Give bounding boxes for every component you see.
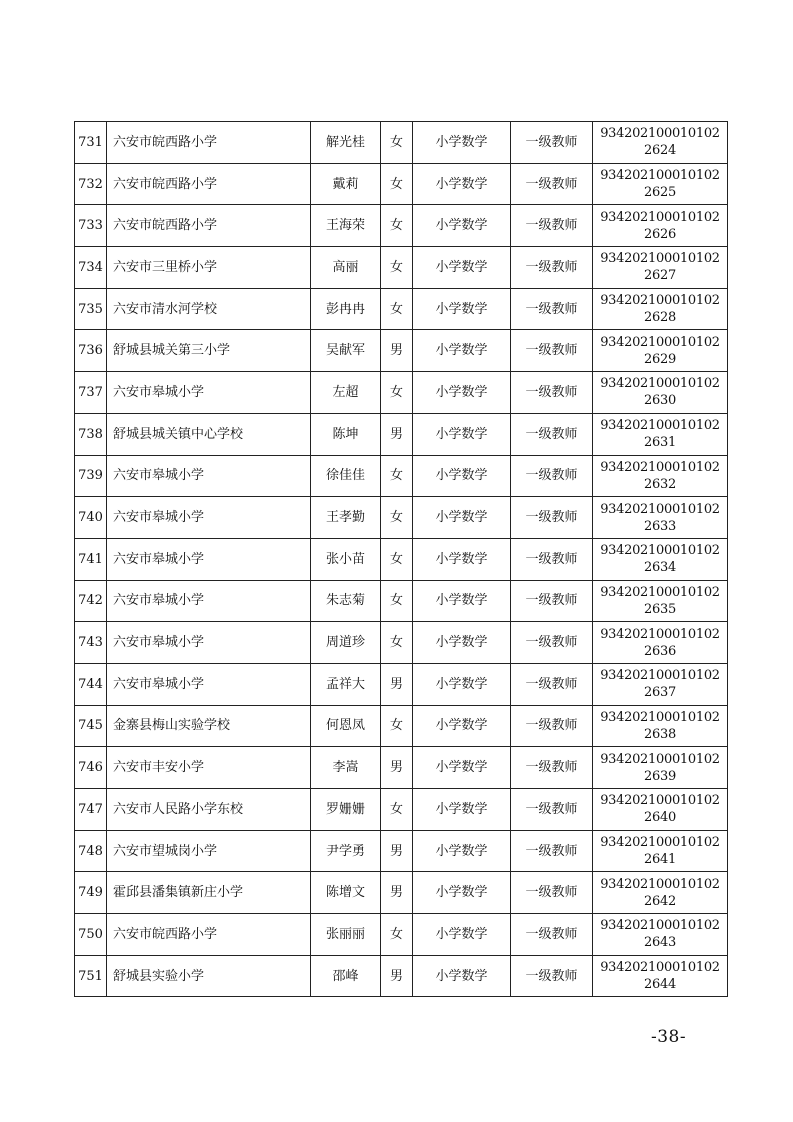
certificate-number-line-1: 934202100010102 xyxy=(600,835,720,851)
certificate-number-cell xyxy=(593,330,728,372)
table-row xyxy=(75,622,728,664)
subject-cell: 小学数学 xyxy=(413,538,511,580)
teacher-roster-table xyxy=(74,121,728,997)
certificate-number-line-1: 934202100010102 xyxy=(600,960,720,976)
title-cell: 一级教师 xyxy=(511,247,593,289)
table-row xyxy=(75,288,728,330)
school-cell: 六安市人民路小学东校 xyxy=(107,789,311,831)
subject-cell: 小学数学 xyxy=(413,122,511,164)
certificate-number-line-1: 934202100010102 xyxy=(600,168,720,184)
subject-cell: 小学数学 xyxy=(413,413,511,455)
gender-cell: 女 xyxy=(381,455,413,497)
gender-cell: 女 xyxy=(381,163,413,205)
row-number-cell: 742 xyxy=(75,580,107,622)
certificate-number-line-1: 934202100010102 xyxy=(600,626,720,642)
row-number-cell: 734 xyxy=(75,247,107,289)
gender-cell: 女 xyxy=(381,705,413,747)
certificate-number-line-1: 934202100010102 xyxy=(600,876,720,892)
subject-cell: 小学数学 xyxy=(413,580,511,622)
subject-cell: 小学数学 xyxy=(413,497,511,539)
subject-cell: 小学数学 xyxy=(413,663,511,705)
school-cell: 六安市皖西路小学 xyxy=(107,163,311,205)
row-number-cell: 737 xyxy=(75,372,107,414)
subject-cell: 小学数学 xyxy=(413,747,511,789)
table-row xyxy=(75,330,728,372)
school-cell: 六安市皋城小学 xyxy=(107,538,311,580)
row-number-cell: 751 xyxy=(75,955,107,997)
certificate-number-cell xyxy=(593,413,728,455)
teacher-name-cell: 何恩凤 xyxy=(311,705,381,747)
school-cell: 金寨县梅山实验学校 xyxy=(107,705,311,747)
teacher-name-cell: 陈坤 xyxy=(311,413,381,455)
certificate-number-line-1: 934202100010102 xyxy=(600,293,720,309)
certificate-number-cell xyxy=(593,372,728,414)
teacher-name-cell: 孟祥大 xyxy=(311,663,381,705)
gender-cell: 女 xyxy=(381,288,413,330)
teacher-name-cell: 李嵩 xyxy=(311,747,381,789)
title-cell: 一级教师 xyxy=(511,205,593,247)
gender-cell: 男 xyxy=(381,747,413,789)
subject-cell: 小学数学 xyxy=(413,914,511,956)
certificate-number-line-2: 2624 xyxy=(644,143,676,159)
table-row xyxy=(75,580,728,622)
certificate-number-line-1: 934202100010102 xyxy=(600,376,720,392)
gender-cell: 女 xyxy=(381,205,413,247)
certificate-number-line-1: 934202100010102 xyxy=(600,793,720,809)
subject-cell: 小学数学 xyxy=(413,372,511,414)
row-number-cell: 735 xyxy=(75,288,107,330)
row-number-cell: 748 xyxy=(75,830,107,872)
certificate-number-line-2: 2634 xyxy=(644,560,676,576)
teacher-name-cell: 王海荣 xyxy=(311,205,381,247)
row-number-cell: 743 xyxy=(75,622,107,664)
certificate-number-line-1: 934202100010102 xyxy=(600,543,720,559)
school-cell: 六安市皋城小学 xyxy=(107,372,311,414)
certificate-number-line-2: 2626 xyxy=(644,226,676,242)
row-number-cell: 747 xyxy=(75,789,107,831)
certificate-number-line-2: 2632 xyxy=(644,476,676,492)
school-cell: 六安市清水河学校 xyxy=(107,288,311,330)
row-number-cell: 746 xyxy=(75,747,107,789)
school-cell: 六安市皖西路小学 xyxy=(107,914,311,956)
certificate-number-line-1: 934202100010102 xyxy=(600,251,720,267)
certificate-number-cell xyxy=(593,622,728,664)
gender-cell: 男 xyxy=(381,330,413,372)
row-number-cell: 745 xyxy=(75,705,107,747)
title-cell: 一级教师 xyxy=(511,789,593,831)
subject-cell: 小学数学 xyxy=(413,205,511,247)
certificate-number-cell xyxy=(593,580,728,622)
certificate-number-cell xyxy=(593,247,728,289)
title-cell: 一级教师 xyxy=(511,122,593,164)
subject-cell: 小学数学 xyxy=(413,789,511,831)
certificate-number-cell xyxy=(593,663,728,705)
table-row xyxy=(75,914,728,956)
certificate-number-line-1: 934202100010102 xyxy=(600,209,720,225)
school-cell: 霍邱县潘集镇新庄小学 xyxy=(107,872,311,914)
teacher-name-cell: 张丽丽 xyxy=(311,914,381,956)
teacher-name-cell: 陈增文 xyxy=(311,872,381,914)
title-cell: 一级教师 xyxy=(511,538,593,580)
certificate-number-cell xyxy=(593,288,728,330)
table-row xyxy=(75,705,728,747)
teacher-name-cell: 左超 xyxy=(311,372,381,414)
teacher-name-cell: 朱志菊 xyxy=(311,580,381,622)
school-cell: 六安市丰安小学 xyxy=(107,747,311,789)
gender-cell: 女 xyxy=(381,122,413,164)
teacher-name-cell: 高丽 xyxy=(311,247,381,289)
teacher-name-cell: 徐佳佳 xyxy=(311,455,381,497)
teacher-name-cell: 张小苗 xyxy=(311,538,381,580)
gender-cell: 女 xyxy=(381,538,413,580)
teacher-name-cell: 尹学勇 xyxy=(311,830,381,872)
certificate-number-line-2: 2627 xyxy=(644,268,676,284)
certificate-number-line-1: 934202100010102 xyxy=(600,334,720,350)
gender-cell: 女 xyxy=(381,247,413,289)
row-number-cell: 750 xyxy=(75,914,107,956)
title-cell: 一级教师 xyxy=(511,580,593,622)
gender-cell: 女 xyxy=(381,622,413,664)
certificate-number-cell xyxy=(593,163,728,205)
subject-cell: 小学数学 xyxy=(413,455,511,497)
page-number: -38- xyxy=(651,1027,687,1047)
certificate-number-cell xyxy=(593,497,728,539)
title-cell: 一级教师 xyxy=(511,288,593,330)
subject-cell: 小学数学 xyxy=(413,872,511,914)
row-number-cell: 741 xyxy=(75,538,107,580)
title-cell: 一级教师 xyxy=(511,663,593,705)
school-cell: 六安市皋城小学 xyxy=(107,663,311,705)
gender-cell: 女 xyxy=(381,914,413,956)
subject-cell: 小学数学 xyxy=(413,955,511,997)
row-number-cell: 738 xyxy=(75,413,107,455)
table-row xyxy=(75,413,728,455)
title-cell: 一级教师 xyxy=(511,330,593,372)
table-row xyxy=(75,247,728,289)
certificate-number-line-2: 2644 xyxy=(644,977,676,993)
title-cell: 一级教师 xyxy=(511,497,593,539)
certificate-number-cell xyxy=(593,789,728,831)
certificate-number-cell xyxy=(593,747,728,789)
school-cell: 六安市皖西路小学 xyxy=(107,205,311,247)
subject-cell: 小学数学 xyxy=(413,622,511,664)
teacher-name-cell: 邵峰 xyxy=(311,955,381,997)
teacher-name-cell: 王孝勤 xyxy=(311,497,381,539)
row-number-cell: 736 xyxy=(75,330,107,372)
teacher-name-cell: 周道珍 xyxy=(311,622,381,664)
certificate-number-line-1: 934202100010102 xyxy=(600,126,720,142)
certificate-number-line-2: 2633 xyxy=(644,518,676,534)
certificate-number-line-1: 934202100010102 xyxy=(600,501,720,517)
certificate-number-line-1: 934202100010102 xyxy=(600,709,720,725)
title-cell: 一级教师 xyxy=(511,955,593,997)
subject-cell: 小学数学 xyxy=(413,163,511,205)
title-cell: 一级教师 xyxy=(511,163,593,205)
gender-cell: 女 xyxy=(381,497,413,539)
certificate-number-cell xyxy=(593,955,728,997)
certificate-number-line-2: 2636 xyxy=(644,643,676,659)
school-cell: 舒城县城关第三小学 xyxy=(107,330,311,372)
table-row xyxy=(75,372,728,414)
certificate-number-line-2: 2639 xyxy=(644,768,676,784)
title-cell: 一级教师 xyxy=(511,747,593,789)
teacher-name-cell: 彭冉冉 xyxy=(311,288,381,330)
certificate-number-cell xyxy=(593,830,728,872)
certificate-number-cell xyxy=(593,455,728,497)
certificate-number-line-2: 2625 xyxy=(644,185,676,201)
table-row xyxy=(75,538,728,580)
gender-cell: 女 xyxy=(381,372,413,414)
teacher-name-cell: 戴莉 xyxy=(311,163,381,205)
certificate-number-line-1: 934202100010102 xyxy=(600,418,720,434)
school-cell: 六安市皋城小学 xyxy=(107,580,311,622)
gender-cell: 男 xyxy=(381,872,413,914)
certificate-number-line-1: 934202100010102 xyxy=(600,751,720,767)
certificate-number-line-2: 2642 xyxy=(644,893,676,909)
teacher-name-cell: 罗姗姗 xyxy=(311,789,381,831)
school-cell: 舒城县实验小学 xyxy=(107,955,311,997)
school-cell: 六安市三里桥小学 xyxy=(107,247,311,289)
school-cell: 六安市皋城小学 xyxy=(107,455,311,497)
certificate-number-line-2: 2638 xyxy=(644,726,676,742)
table-row xyxy=(75,872,728,914)
row-number-cell: 744 xyxy=(75,663,107,705)
table-row xyxy=(75,663,728,705)
certificate-number-line-2: 2635 xyxy=(644,601,676,617)
row-number-cell: 740 xyxy=(75,497,107,539)
certificate-number-line-1: 934202100010102 xyxy=(600,668,720,684)
subject-cell: 小学数学 xyxy=(413,288,511,330)
title-cell: 一级教师 xyxy=(511,622,593,664)
title-cell: 一级教师 xyxy=(511,705,593,747)
gender-cell: 女 xyxy=(381,789,413,831)
gender-cell: 女 xyxy=(381,580,413,622)
certificate-number-line-2: 2640 xyxy=(644,810,676,826)
certificate-number-line-1: 934202100010102 xyxy=(600,584,720,600)
table-row xyxy=(75,830,728,872)
title-cell: 一级教师 xyxy=(511,372,593,414)
certificate-number-line-1: 934202100010102 xyxy=(600,459,720,475)
title-cell: 一级教师 xyxy=(511,872,593,914)
table-row xyxy=(75,497,728,539)
certificate-number-line-2: 2628 xyxy=(644,310,676,326)
certificate-number-line-2: 2631 xyxy=(644,435,676,451)
gender-cell: 男 xyxy=(381,663,413,705)
gender-cell: 男 xyxy=(381,413,413,455)
school-cell: 六安市皋城小学 xyxy=(107,497,311,539)
certificate-number-cell xyxy=(593,705,728,747)
subject-cell: 小学数学 xyxy=(413,705,511,747)
title-cell: 一级教师 xyxy=(511,914,593,956)
table-row xyxy=(75,789,728,831)
title-cell: 一级教师 xyxy=(511,455,593,497)
certificate-number-line-2: 2637 xyxy=(644,685,676,701)
teacher-name-cell: 解光桂 xyxy=(311,122,381,164)
row-number-cell: 739 xyxy=(75,455,107,497)
certificate-number-line-2: 2641 xyxy=(644,852,676,868)
title-cell: 一级教师 xyxy=(511,830,593,872)
certificate-number-cell xyxy=(593,122,728,164)
certificate-number-cell xyxy=(593,538,728,580)
table-row xyxy=(75,122,728,164)
certificate-number-cell xyxy=(593,872,728,914)
certificate-number-line-1: 934202100010102 xyxy=(600,918,720,934)
subject-cell: 小学数学 xyxy=(413,830,511,872)
school-cell: 舒城县城关镇中心学校 xyxy=(107,413,311,455)
table-row xyxy=(75,205,728,247)
gender-cell: 男 xyxy=(381,830,413,872)
certificate-number-cell xyxy=(593,914,728,956)
row-number-cell: 733 xyxy=(75,205,107,247)
certificate-number-cell xyxy=(593,205,728,247)
row-number-cell: 731 xyxy=(75,122,107,164)
gender-cell: 男 xyxy=(381,955,413,997)
row-number-cell: 749 xyxy=(75,872,107,914)
subject-cell: 小学数学 xyxy=(413,247,511,289)
certificate-number-line-2: 2643 xyxy=(644,935,676,951)
school-cell: 六安市望城岗小学 xyxy=(107,830,311,872)
school-cell: 六安市皖西路小学 xyxy=(107,122,311,164)
certificate-number-line-2: 2629 xyxy=(644,351,676,367)
roster-body xyxy=(75,122,728,997)
table-row xyxy=(75,955,728,997)
school-cell: 六安市皋城小学 xyxy=(107,622,311,664)
row-number-cell: 732 xyxy=(75,163,107,205)
teacher-name-cell: 吴献军 xyxy=(311,330,381,372)
table-row xyxy=(75,163,728,205)
table-row xyxy=(75,455,728,497)
certificate-number-line-2: 2630 xyxy=(644,393,676,409)
subject-cell: 小学数学 xyxy=(413,330,511,372)
title-cell: 一级教师 xyxy=(511,413,593,455)
table-row xyxy=(75,747,728,789)
